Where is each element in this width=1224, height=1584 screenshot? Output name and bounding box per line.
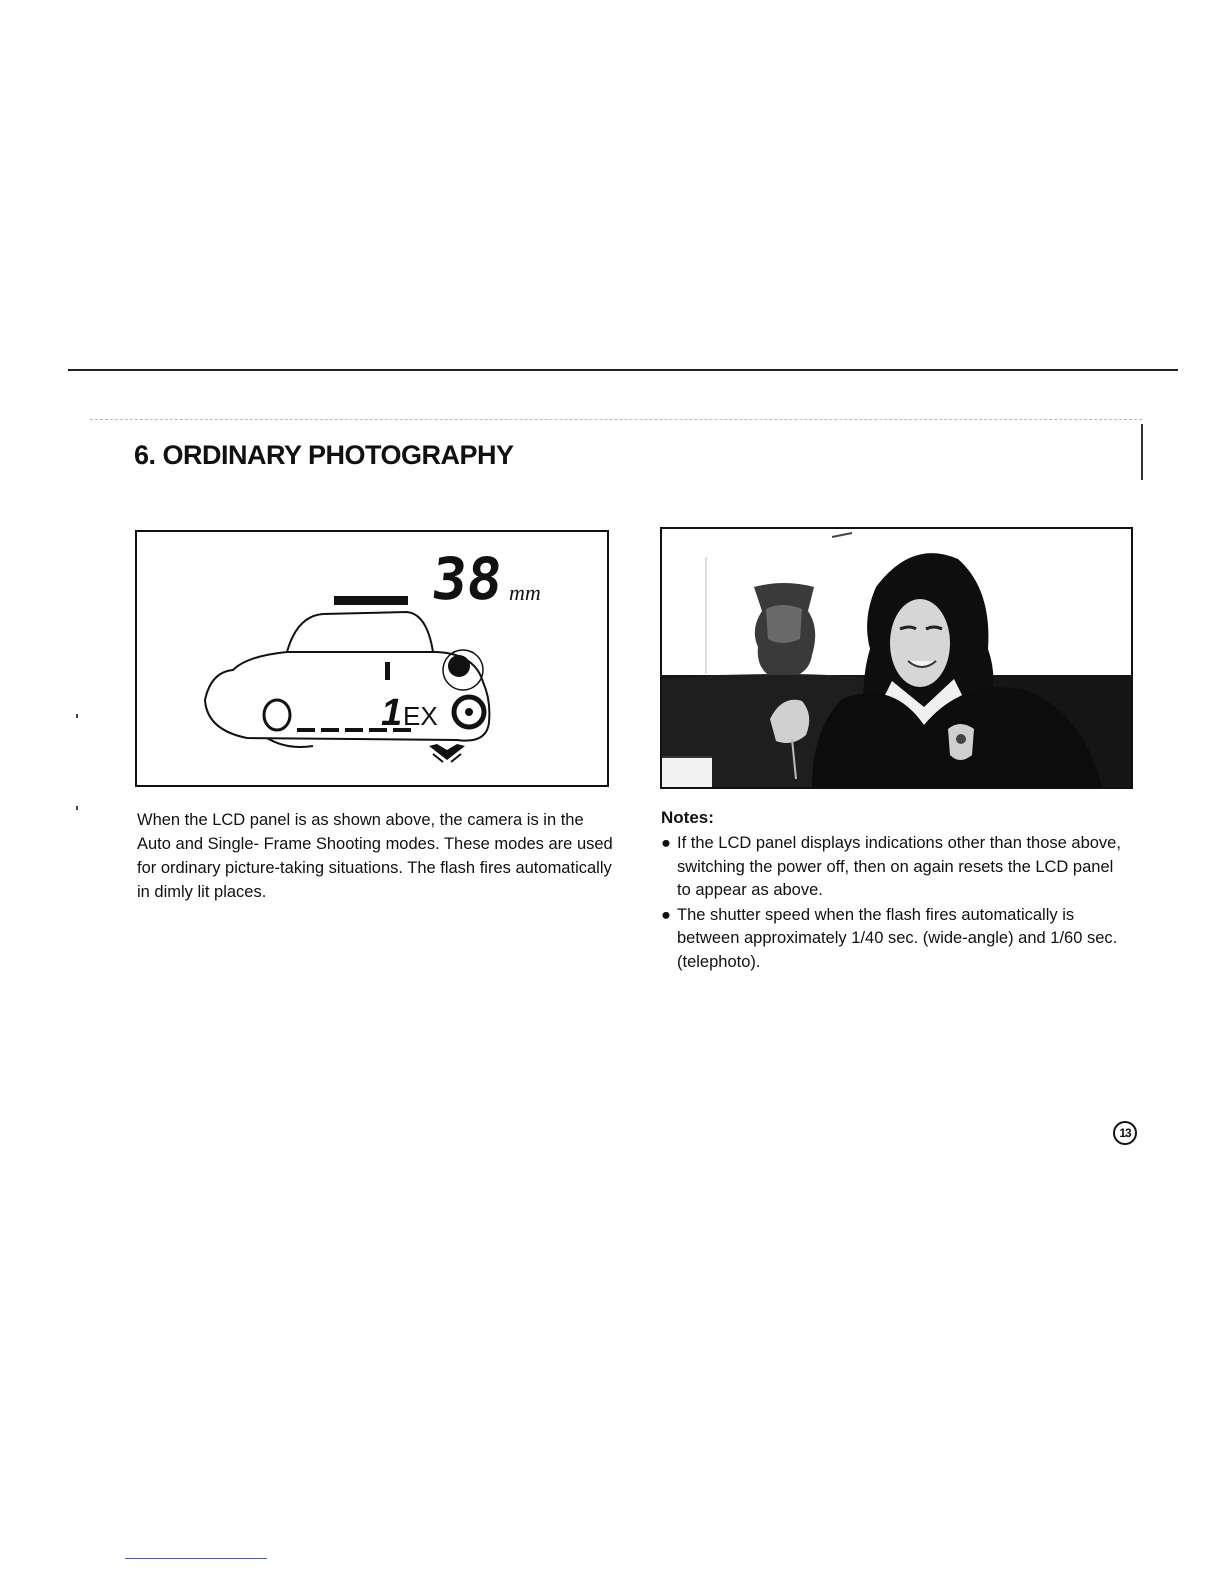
chevron-down-icon bbox=[429, 744, 465, 760]
scan-speck bbox=[76, 714, 78, 718]
body-paragraph: When the LCD panel is as shown above, the camera is in the Auto and Single- Frame Shooting modes. These modes are used for ordinary picture-taking situations. The flash fires automatically in dimly lit places. bbox=[137, 811, 613, 901]
exposure-tick-icon bbox=[385, 662, 390, 680]
lcd-focal-digits: 38 bbox=[428, 545, 506, 613]
notes-list bbox=[661, 832, 1131, 974]
camera-outline-icon bbox=[287, 612, 433, 652]
lcd-panel-illustration bbox=[135, 530, 609, 787]
scan-speck bbox=[76, 806, 78, 810]
list-item bbox=[661, 832, 1131, 903]
flash-bar-icon bbox=[334, 596, 408, 605]
flash-mode-icon bbox=[448, 655, 470, 677]
bottom-line bbox=[125, 1558, 267, 1559]
sample-photograph bbox=[660, 527, 1133, 789]
camera-body-outline bbox=[205, 652, 489, 741]
section-title: 6. ORDINARY PHOTOGRAPHY bbox=[134, 440, 514, 470]
notes-section bbox=[661, 806, 1131, 975]
note-text: If the LCD panel displays indications other than those above, switching the power off, then on again resets the LCD panel to appear as above. bbox=[677, 834, 1121, 899]
list-item bbox=[661, 904, 1131, 975]
notes-heading: Notes: bbox=[661, 808, 714, 827]
bullet-icon: ● bbox=[661, 834, 671, 852]
margin-mark bbox=[1141, 424, 1143, 480]
dotted-rule bbox=[90, 419, 1142, 420]
bullet-icon: ● bbox=[661, 905, 671, 924]
note-text: The shutter speed when the flash fires automatically is between approximately 1/40 sec. (wide-angle) and 1/60 sec. (telephoto). bbox=[677, 905, 1118, 971]
lcd-exposure-label: EX bbox=[403, 701, 438, 731]
photo-image bbox=[662, 529, 1131, 787]
top-rule bbox=[68, 369, 1178, 371]
lcd-exposure-count: 1 bbox=[381, 692, 403, 734]
q-mode-icon bbox=[264, 700, 290, 730]
page-number: 13 bbox=[1113, 1121, 1137, 1145]
lcd-panel-drawing bbox=[137, 532, 607, 785]
lcd-focal-unit: mm bbox=[509, 580, 541, 605]
